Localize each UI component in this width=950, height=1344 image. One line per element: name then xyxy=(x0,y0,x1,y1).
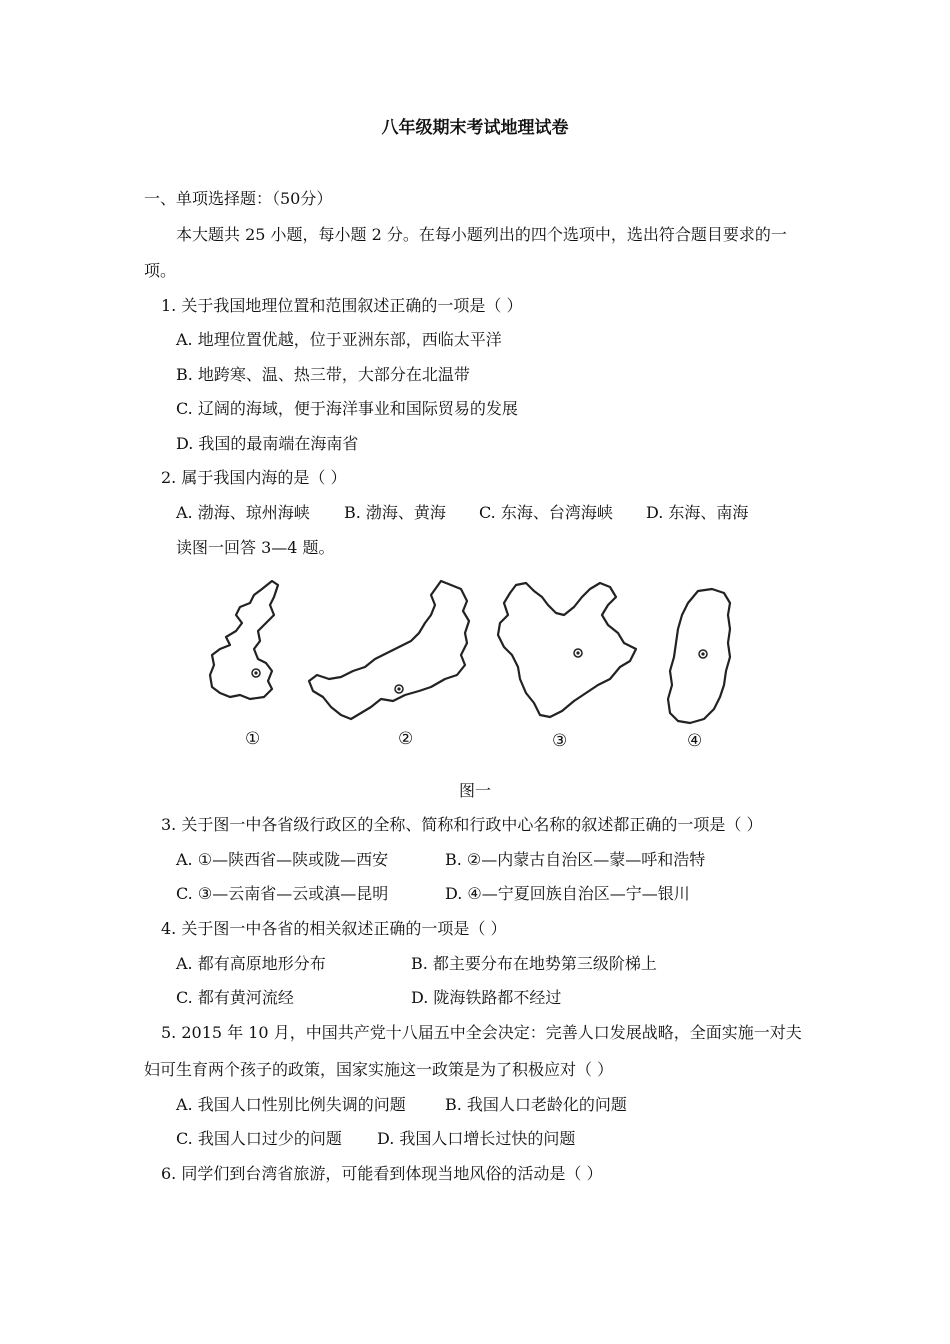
q2-option-d: D. 东海、南海 xyxy=(646,503,749,522)
q4-stem: 4. 关于图一中各省的相关叙述正确的一项是（ ） xyxy=(161,919,507,938)
q4-option-c: C. 都有黄河流经 xyxy=(176,988,294,1007)
province-outline-3 xyxy=(490,575,640,725)
q3-option-c: C. ③—云南省—云或滇—昆明 xyxy=(176,884,389,903)
q1-option-c: C. 辽阔的海域，便于海洋事业和国际贸易的发展 xyxy=(176,399,518,418)
q3-stem: 3. 关于图一中各省级行政区的全称、简称和行政中心名称的叙述都正确的一项是（ ） xyxy=(161,815,763,834)
q5-stem-line2: 妇可生育两个孩子的政策，国家实施这一政策是为了积极应对（ ） xyxy=(144,1060,614,1079)
q4-option-b: B. 都主要分布在地势第三级阶梯上 xyxy=(411,954,657,973)
province-outline-2 xyxy=(305,575,475,725)
figure-label-1: ① xyxy=(245,729,261,749)
q5-stem-line1: 5. 2015 年 10 月，中国共产党十八届五中全会决定：完善人口发展战略，全面实施一对夫 xyxy=(161,1023,802,1042)
q1-option-a: A. 地理位置优越，位于亚洲东部，西临太平洋 xyxy=(176,330,502,349)
q1-option-b: B. 地跨寒、温、热三带，大部分在北温带 xyxy=(176,365,470,384)
q2-option-c: C. 东海、台湾海峡 xyxy=(479,503,613,522)
figure-label-4: ④ xyxy=(687,731,703,751)
q3-option-d: D. ④—宁夏回族自治区—宁—银川 xyxy=(445,884,690,903)
q2-stem: 2. 属于我国内海的是（ ） xyxy=(161,468,347,487)
q4-option-a: A. 都有高原地形分布 xyxy=(176,954,326,973)
q1-option-d: D. 我国的最南端在海南省 xyxy=(176,434,359,453)
q5-option-d: D. 我国人口增长过快的问题 xyxy=(377,1129,576,1148)
figure-label-3: ③ xyxy=(552,731,568,751)
q6-stem: 6. 同学们到台湾省旅游，可能看到体现当地风俗的活动是（ ） xyxy=(161,1164,603,1183)
q5-option-a: A. 我国人口性别比例失调的问题 xyxy=(176,1095,406,1114)
q2-option-b: B. 渤海、黄海 xyxy=(344,503,446,522)
figure-caption: 图一 xyxy=(458,781,491,800)
province-outline-4 xyxy=(658,585,738,730)
figure-label-2: ② xyxy=(398,729,414,749)
q3-option-a: A. ①—陕西省—陕或陇—西安 xyxy=(176,850,389,869)
figure-instruction: 读图一回答 3—4 题。 xyxy=(176,538,335,557)
exam-title: 八年级期末考试地理试卷 xyxy=(381,118,569,138)
q5-option-c: C. 我国人口过少的问题 xyxy=(176,1129,342,1148)
q5-option-b: B. 我国人口老龄化的问题 xyxy=(445,1095,627,1114)
section-heading: 一、单项选择题：（50分） xyxy=(144,189,333,208)
q1-stem: 1. 关于我国地理位置和范围叙述正确的一项是（ ） xyxy=(161,296,523,315)
q4-option-d: D. 陇海铁路都不经过 xyxy=(411,988,562,1007)
section-instructions-line1: 本大题共 25 小题，每小题 2 分。在每小题列出的四个选项中，选出符合题目要求的一 xyxy=(176,225,787,244)
q2-option-a: A. 渤海、琼州海峡 xyxy=(176,503,310,522)
q3-option-b: B. ②—内蒙古自治区—蒙—呼和浩特 xyxy=(445,850,706,869)
section-instructions-line2: 项。 xyxy=(144,261,177,280)
province-outline-1 xyxy=(200,575,290,705)
